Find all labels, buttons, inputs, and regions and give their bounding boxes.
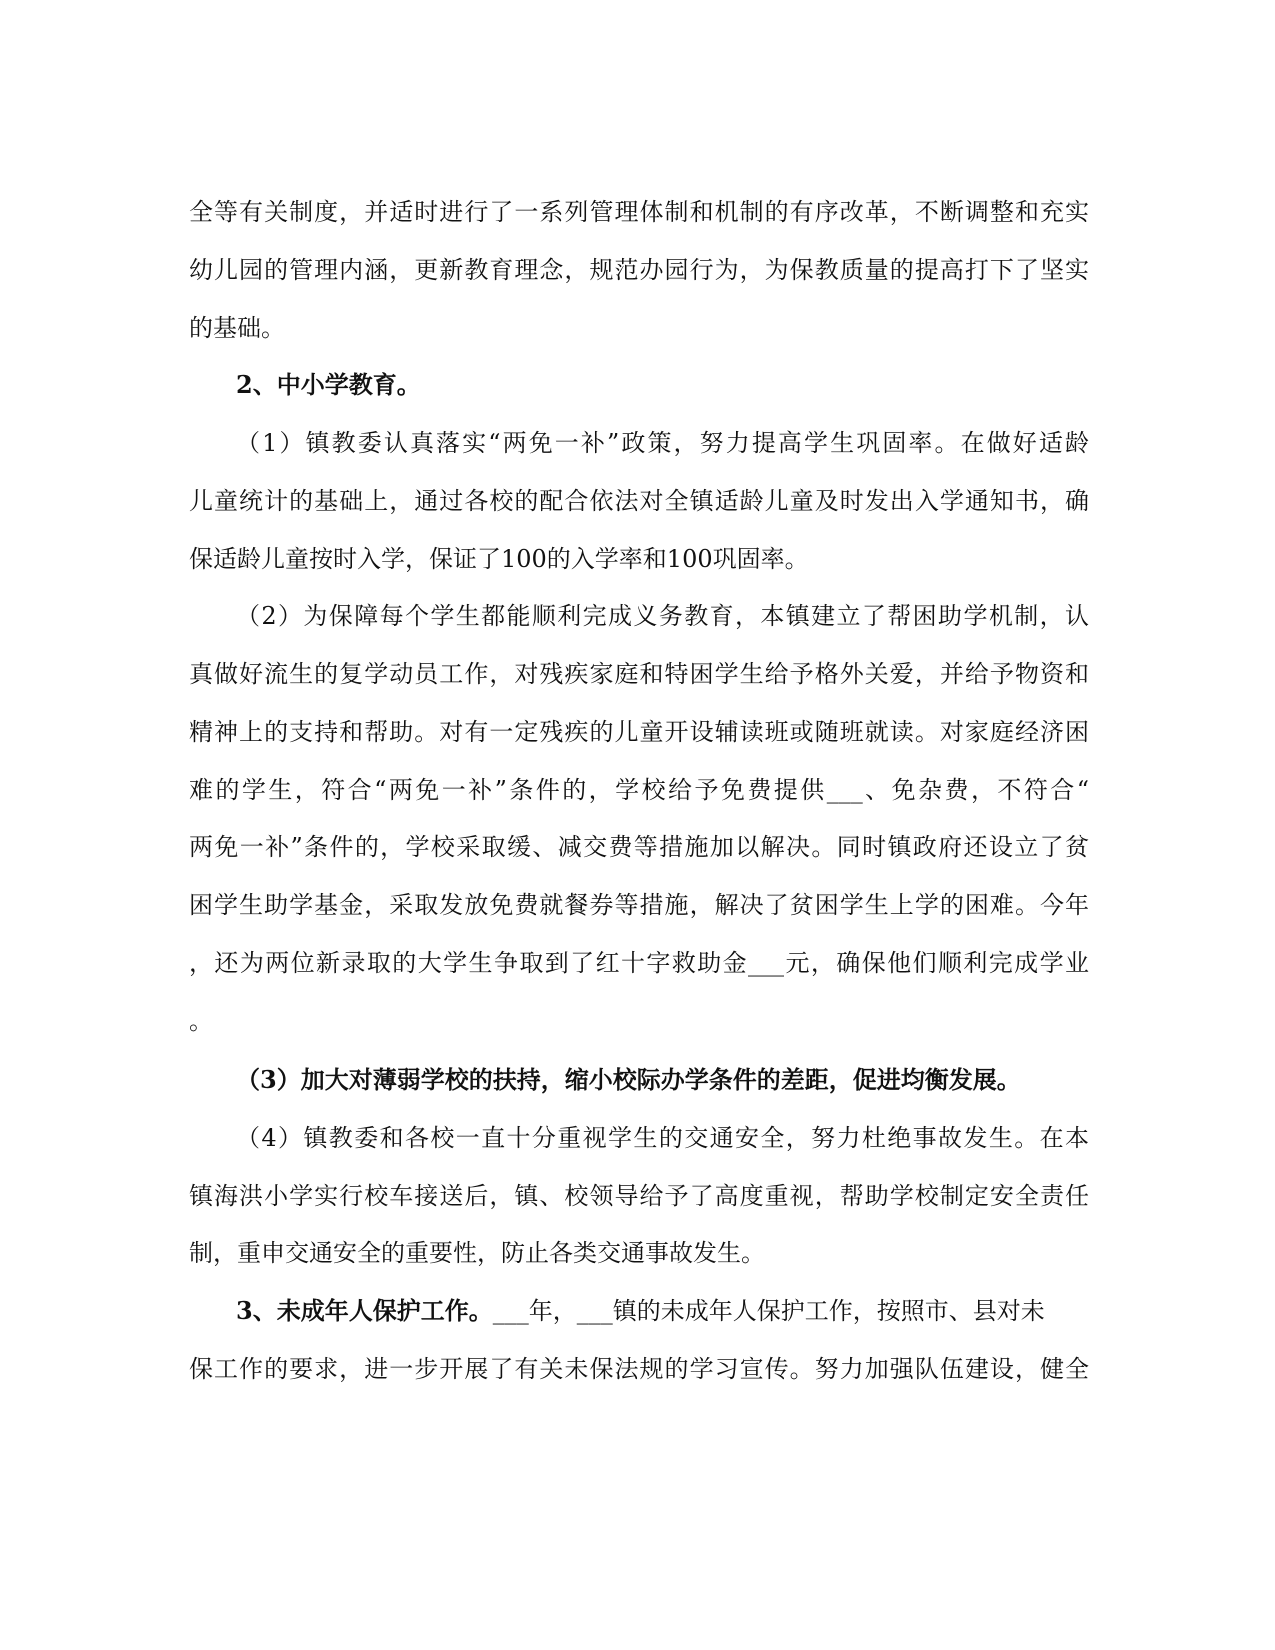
paragraph-line: ，还为两位新录取的大学生争取到了红十字救助金___元，确保他们顺利完成学业 — [189, 949, 1089, 977]
paragraph-line: 困学生助学基金，采取发放免费就餐券等措施，解决了贫困学生上学的困难。今年 — [189, 891, 1089, 919]
paragraph-line: 儿童统计的基础上，通过各校的配合依法对全镇适龄儿童及时发出入学通知书，确 — [189, 487, 1089, 515]
section-heading: 2、中小学教育。 — [236, 370, 421, 399]
paragraph-line: 镇海洪小学实行校车接送后，镇、校领导给予了高度重视，帮助学校制定安全责任 — [189, 1182, 1089, 1210]
paragraph-line: 保适龄儿童按时入学，保证了100的入学率和100巩固率。 — [189, 545, 809, 573]
paragraph-line: 。 — [189, 1007, 213, 1035]
paragraph-line: 精神上的支持和帮助。对有一定残疾的儿童开设辅读班或随班就读。对家庭经济困 — [189, 718, 1089, 746]
paragraph-line: （4）镇教委和各校一直十分重视学生的交通安全，努力杜绝事故发生。在本 — [236, 1124, 1089, 1152]
subsection-heading: （3）加大对薄弱学校的扶持，缩小校际办学条件的差距，促进均衡发展。 — [236, 1065, 1021, 1094]
section-heading: 3、未成年人保护工作。 — [236, 1296, 493, 1325]
paragraph-line: 的基础。 — [189, 314, 285, 342]
paragraph-line: 幼儿园的管理内涵，更新教育理念，规范办园行为，为保教质量的提高打下了坚实 — [189, 256, 1089, 284]
paragraph-line: （2）为保障每个学生都能顺利完成义务教育，本镇建立了帮困助学机制，认 — [236, 602, 1089, 630]
paragraph-line: 真做好流生的复学动员工作，对残疾家庭和特困学生给予格外关爱，并给予物资和 — [189, 660, 1089, 688]
paragraph-line: 两免一补”条件的，学校采取缓、减交费等措施加以解决。同时镇政府还设立了贫 — [189, 833, 1089, 861]
paragraph-line: （1）镇教委认真落实“两免一补”政策，努力提高学生巩固率。在做好适龄 — [236, 429, 1089, 457]
paragraph-line: 制，重申交通安全的重要性，防止各类交通事故发生。 — [189, 1239, 765, 1267]
paragraph-line: 保工作的要求，进一步开展了有关未保法规的学习宣传。努力加强队伍建设，健全 — [189, 1355, 1089, 1383]
paragraph-line: 全等有关制度，并适时进行了一系列管理体制和机制的有序改革，不断调整和充实 — [189, 198, 1089, 226]
paragraph-line — [236, 1282, 1089, 1340]
paragraph-line: 难的学生，符合“两免一补”条件的，学校给予免费提供___、免杂费，不符合“ — [189, 776, 1089, 804]
paragraph-text: ___年，___镇的未成年人保护工作，按照市、县对未 — [492, 1297, 1045, 1325]
